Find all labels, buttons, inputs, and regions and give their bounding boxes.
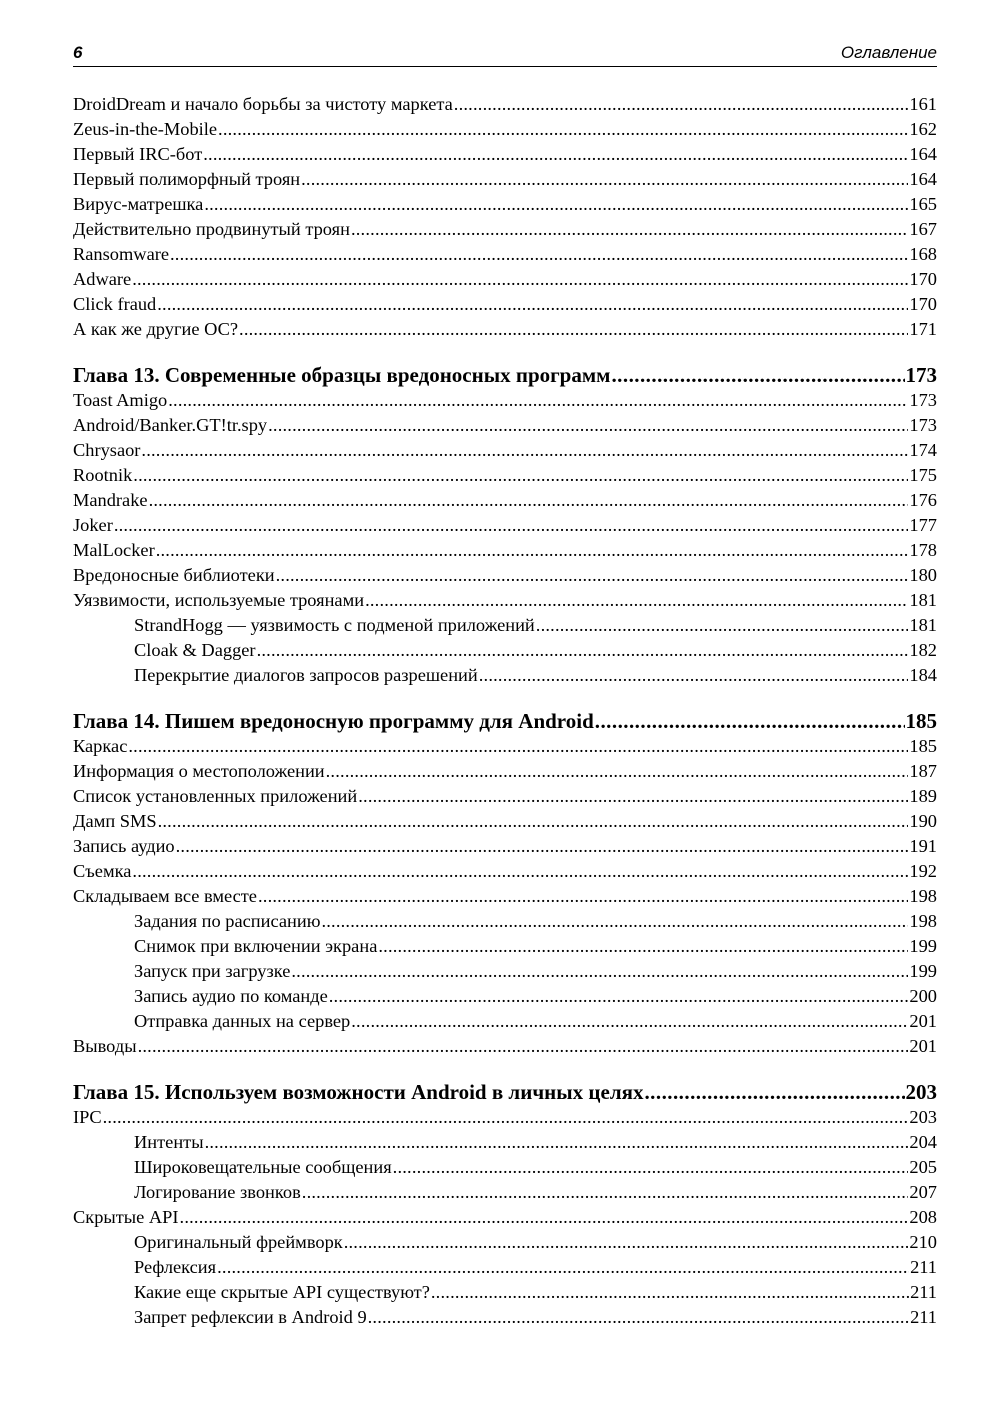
toc-entry-page: 181 xyxy=(909,615,937,635)
toc-entry-title: Складываем все вместе xyxy=(73,886,257,906)
toc-entry[interactable] xyxy=(73,759,937,784)
toc-leader-dots xyxy=(291,959,908,984)
toc-subentry[interactable] xyxy=(73,909,937,934)
toc-entry-page: 211 xyxy=(910,1282,937,1302)
toc-leader-dots xyxy=(218,117,908,142)
toc-leader-dots xyxy=(378,934,908,959)
toc-entry-title: Ransomware xyxy=(73,244,170,264)
toc-entry[interactable] xyxy=(73,588,937,613)
toc-entry-page: 205 xyxy=(909,1157,937,1177)
toc-leader-dots xyxy=(268,413,908,438)
toc-entry[interactable] xyxy=(73,317,937,342)
toc-entry-title: Первый IRC-бот xyxy=(73,144,203,164)
toc-leader-dots xyxy=(133,463,908,488)
toc-entry-page: 171 xyxy=(909,319,937,339)
toc-entry-title: Вирус-матрешка xyxy=(73,194,204,214)
toc-entry[interactable] xyxy=(73,92,937,117)
toc-leader-dots xyxy=(149,488,909,513)
toc-entry-title: DroidDream и начало борьбы за чистоту маркета xyxy=(73,94,453,114)
toc-entry-title: Первый полиморфный троян xyxy=(73,169,301,189)
toc-entry[interactable] xyxy=(73,217,937,242)
toc-entry[interactable] xyxy=(73,538,937,563)
toc-entry-page: 177 xyxy=(909,515,937,535)
toc-entry[interactable] xyxy=(73,438,937,463)
toc-leader-dots xyxy=(276,563,909,588)
toc-entry-title: Запуск при загрузке xyxy=(134,961,291,981)
toc-entry-page: 191 xyxy=(909,836,937,856)
toc-entry-title: Задания по расписанию xyxy=(134,911,321,931)
toc-entry-title: IPC xyxy=(73,1107,102,1127)
toc-leader-dots xyxy=(176,834,909,859)
toc-entry[interactable] xyxy=(73,167,937,192)
toc-entry-title: Joker xyxy=(73,515,113,535)
toc-subentry[interactable] xyxy=(73,613,937,638)
toc-entry-page: 189 xyxy=(909,786,937,806)
toc-leader-dots xyxy=(141,438,908,463)
running-title: Оглавление xyxy=(840,43,937,62)
toc-leader-dots xyxy=(393,1155,909,1180)
toc-entry[interactable] xyxy=(73,1034,937,1059)
toc-entry-title: Уязвимости, используемые троянами xyxy=(73,590,365,610)
toc-leader-dots xyxy=(595,708,905,734)
toc-entry-title: Снимок при включении экрана xyxy=(134,936,378,956)
toc-subentry[interactable] xyxy=(73,934,937,959)
toc-leader-dots xyxy=(132,859,908,884)
toc-entry[interactable] xyxy=(73,784,937,809)
toc-entry-page: 198 xyxy=(909,886,937,906)
toc-entry-title: Android/Banker.GT!tr.spy xyxy=(73,415,268,435)
toc-subentry[interactable] xyxy=(73,663,937,688)
toc-entry-page: 210 xyxy=(909,1232,937,1252)
toc-entry[interactable] xyxy=(73,192,937,217)
toc-entry-page: 165 xyxy=(909,194,937,214)
toc-entry[interactable] xyxy=(73,267,937,292)
toc-leader-dots xyxy=(204,192,908,217)
toc-leader-dots xyxy=(321,909,908,934)
toc-entry-page: 185 xyxy=(909,736,937,756)
toc-leader-dots xyxy=(536,613,909,638)
toc-entry[interactable] xyxy=(73,242,937,267)
toc-entry-title: StrandHogg — уязвимость с подменой приложений xyxy=(134,615,535,635)
toc-subentry[interactable] xyxy=(73,1280,937,1305)
toc-entry-page: 167 xyxy=(909,219,937,239)
toc-leader-dots xyxy=(158,809,909,834)
toc-entry-title: MalLocker xyxy=(73,540,155,560)
toc-subentry[interactable] xyxy=(73,1255,937,1280)
toc-entry-title: Список установленных приложений xyxy=(73,786,358,806)
toc-leader-dots xyxy=(326,759,909,784)
toc-subentry[interactable] xyxy=(73,984,937,1009)
toc-leader-dots xyxy=(138,1034,909,1059)
toc-entry-title: Перекрытие диалогов запросов разрешений xyxy=(134,665,478,685)
toc-entry[interactable] xyxy=(73,142,937,167)
toc-entry-page: 201 xyxy=(909,1036,937,1056)
toc-entry-page: 203 xyxy=(905,1080,937,1104)
toc-entry-title: Скрытые API xyxy=(73,1207,179,1227)
toc-entry-page: 164 xyxy=(909,169,937,189)
toc-entry-title: Rootnik xyxy=(73,465,133,485)
toc-entry-title: Какие еще скрытые API существуют? xyxy=(134,1282,430,1302)
toc-entry-title: Zeus-in-the-Mobile xyxy=(73,119,218,139)
toc-entry-title: Дамп SMS xyxy=(73,811,157,831)
toc-leader-dots xyxy=(128,734,908,759)
toc-entry-page: 208 xyxy=(909,1207,937,1227)
toc-entry-page: 204 xyxy=(909,1132,937,1152)
toc-chapter-heading[interactable] xyxy=(73,362,937,388)
toc-leader-dots xyxy=(114,513,909,538)
toc-entry-title: Click fraud xyxy=(73,294,157,314)
toc-subentry[interactable] xyxy=(73,1130,937,1155)
toc-entry-page: 190 xyxy=(909,811,937,831)
toc-entry-title: Chrysaor xyxy=(73,440,141,460)
toc-entry-page: 185 xyxy=(905,709,937,733)
toc-chapter-heading[interactable] xyxy=(73,708,937,734)
toc-leader-dots xyxy=(644,1079,904,1105)
toc-entry-title: Широковещательные сообщения xyxy=(134,1157,392,1177)
toc-entry[interactable] xyxy=(73,463,937,488)
toc-leader-dots xyxy=(351,217,908,242)
toc-entry[interactable] xyxy=(73,884,937,909)
toc-entry-title: Глава 14. Пишем вредоносную программу для Android xyxy=(73,709,594,733)
toc-entry[interactable] xyxy=(73,809,937,834)
toc-entry[interactable] xyxy=(73,513,937,538)
toc-leader-dots xyxy=(301,167,908,192)
page-number: 6 xyxy=(73,43,83,62)
toc-entry-title: Запрет рефлексии в Android 9 xyxy=(134,1307,367,1327)
toc-entry-page: 198 xyxy=(909,911,937,931)
toc-entry-page: 178 xyxy=(909,540,937,560)
toc-entry-page: 176 xyxy=(909,490,937,510)
page-header xyxy=(73,42,937,67)
toc-entry-page: 173 xyxy=(909,390,937,410)
toc-leader-dots xyxy=(170,242,908,267)
toc-leader-dots xyxy=(157,292,908,317)
toc-leader-dots xyxy=(205,1130,909,1155)
toc-entry[interactable] xyxy=(73,117,937,142)
toc-entry[interactable] xyxy=(73,1205,937,1230)
toc-entry-page: 170 xyxy=(909,269,937,289)
toc-leader-dots xyxy=(203,142,908,167)
toc-entry-title: Запись аудио по команде xyxy=(134,986,328,1006)
toc-leader-dots xyxy=(479,663,909,688)
toc-entry-title: Глава 15. Используем возможности Android в личных целях xyxy=(73,1080,644,1104)
toc-entry-title: Информация о местоположении xyxy=(73,761,325,781)
toc-entry[interactable] xyxy=(73,388,937,413)
toc-entry-page: 184 xyxy=(909,665,937,685)
toc-leader-dots xyxy=(365,588,908,613)
toc-leader-dots xyxy=(611,362,904,388)
toc-leader-dots xyxy=(302,1180,909,1205)
toc-leader-dots xyxy=(168,388,908,413)
toc-entry-page: 181 xyxy=(909,590,937,610)
toc-entry-page: 203 xyxy=(909,1107,937,1127)
toc-entry-page: 170 xyxy=(909,294,937,314)
toc-subentry[interactable] xyxy=(73,959,937,984)
toc-leader-dots xyxy=(217,1255,909,1280)
toc-entry-title: Рефлексия xyxy=(134,1257,217,1277)
toc-entry-title: Mandrake xyxy=(73,490,148,510)
toc-entry[interactable] xyxy=(73,834,937,859)
toc-entry-page: 164 xyxy=(909,144,937,164)
toc-leader-dots xyxy=(358,784,908,809)
toc-entry-title: Каркас xyxy=(73,736,128,756)
toc-entry-title: Cloak & Dagger xyxy=(134,640,256,660)
toc-entry-page: 173 xyxy=(909,415,937,435)
table-of-contents xyxy=(73,92,937,1330)
toc-entry[interactable] xyxy=(73,734,937,759)
toc-subentry[interactable] xyxy=(73,1305,937,1330)
toc-leader-dots xyxy=(103,1105,909,1130)
toc-entry-page: 211 xyxy=(910,1307,937,1327)
toc-entry-title: Съемка xyxy=(73,861,132,881)
toc-leader-dots xyxy=(239,317,908,342)
toc-entry-page: 175 xyxy=(909,465,937,485)
toc-entry-title: Отправка данных на сервер xyxy=(134,1011,351,1031)
toc-leader-dots xyxy=(156,538,909,563)
toc-entry-page: 161 xyxy=(909,94,937,114)
toc-entry-title: Вредоносные библиотеки xyxy=(73,565,275,585)
toc-entry-title: Действительно продвинутый троян xyxy=(73,219,350,239)
toc-entry[interactable] xyxy=(73,413,937,438)
toc-chapter-heading[interactable] xyxy=(73,1079,937,1105)
toc-entry-page: 180 xyxy=(909,565,937,585)
toc-leader-dots xyxy=(257,638,909,663)
toc-entry-title: Выводы xyxy=(73,1036,137,1056)
toc-entry-page: 199 xyxy=(909,936,937,956)
toc-entry-page: 201 xyxy=(909,1011,937,1031)
toc-entry-title: Логирование звонков xyxy=(134,1182,301,1202)
toc-entry[interactable] xyxy=(73,1105,937,1130)
toc-entry-page: 182 xyxy=(909,640,937,660)
toc-entry[interactable] xyxy=(73,488,937,513)
toc-leader-dots xyxy=(344,1230,909,1255)
toc-entry-page: 192 xyxy=(909,861,937,881)
toc-subentry[interactable] xyxy=(73,638,937,663)
toc-entry-title: Интенты xyxy=(134,1132,204,1152)
toc-subentry[interactable] xyxy=(73,1009,937,1034)
toc-entry[interactable] xyxy=(73,563,937,588)
toc-entry[interactable] xyxy=(73,859,937,884)
toc-entry[interactable] xyxy=(73,292,937,317)
toc-entry-title: Оригинальный фреймворк xyxy=(134,1232,343,1252)
toc-entry-page: 207 xyxy=(909,1182,937,1202)
toc-entry-title: Adware xyxy=(73,269,132,289)
toc-entry-title: Toast Amigo xyxy=(73,390,168,410)
toc-entry-title: Глава 13. Современные образцы вредоносных программ xyxy=(73,363,611,387)
toc-entry-page: 199 xyxy=(909,961,937,981)
toc-leader-dots xyxy=(368,1305,909,1330)
toc-entry-page: 173 xyxy=(905,363,937,387)
toc-leader-dots xyxy=(258,884,908,909)
toc-leader-dots xyxy=(132,267,908,292)
toc-entry-page: 187 xyxy=(909,761,937,781)
toc-subentry[interactable] xyxy=(73,1155,937,1180)
toc-entry-page: 211 xyxy=(910,1257,937,1277)
toc-entry-page: 162 xyxy=(909,119,937,139)
toc-entry-page: 174 xyxy=(909,440,937,460)
toc-entry-page: 168 xyxy=(909,244,937,264)
toc-entry-page: 200 xyxy=(909,986,937,1006)
toc-leader-dots xyxy=(431,1280,909,1305)
toc-entry-title: Запись аудио xyxy=(73,836,175,856)
toc-leader-dots xyxy=(351,1009,908,1034)
toc-leader-dots xyxy=(329,984,909,1009)
toc-leader-dots xyxy=(180,1205,909,1230)
toc-subentry[interactable] xyxy=(73,1230,937,1255)
toc-subentry[interactable] xyxy=(73,1180,937,1205)
toc-entry-title: А как же другие ОС? xyxy=(73,319,239,339)
toc-leader-dots xyxy=(454,92,909,117)
